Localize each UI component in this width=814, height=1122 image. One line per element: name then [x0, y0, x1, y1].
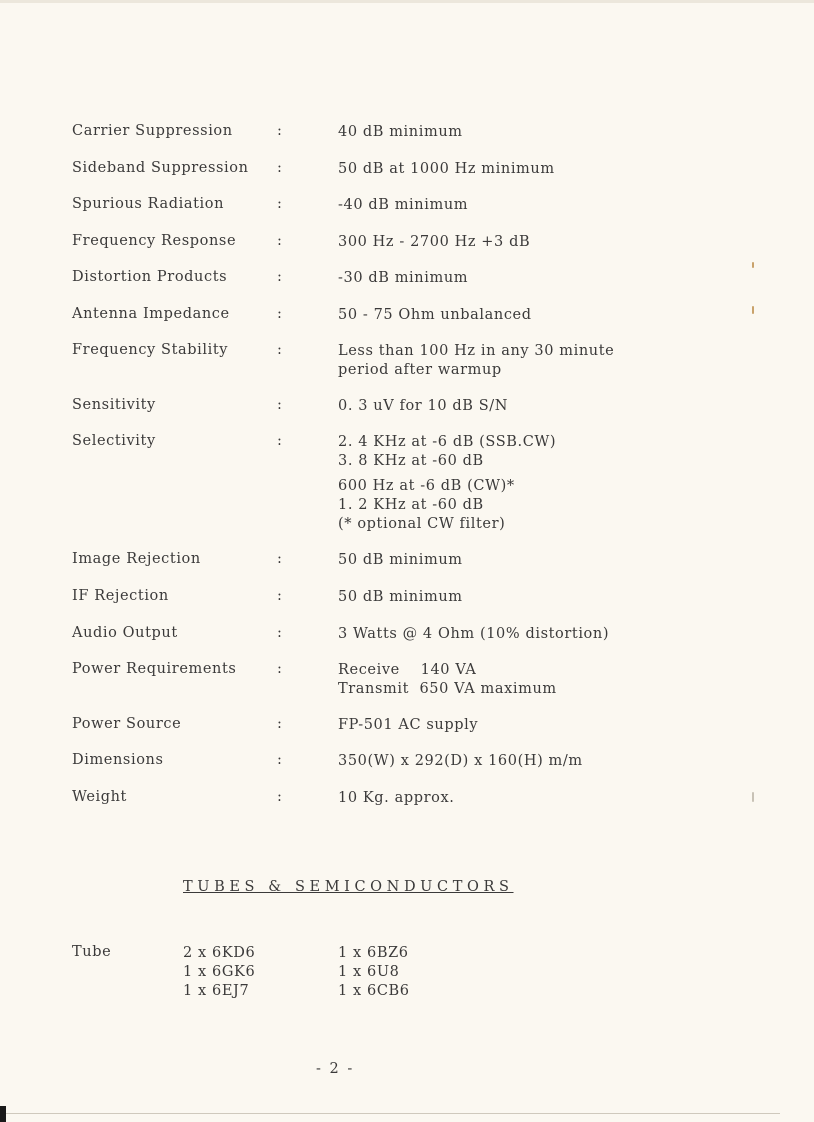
spec-separator: : [277, 661, 283, 677]
tube-item: 1 x 6BZ6 [338, 945, 409, 961]
spec-separator: : [277, 233, 283, 249]
scan-corner-mark [0, 1106, 6, 1122]
spec-value [338, 661, 557, 699]
spec-value-line: (* optional CW filter) [338, 516, 506, 532]
spec-separator: : [277, 752, 283, 768]
spec-separator: : [277, 123, 283, 139]
spec-value-line: 3. 8 KHz at -60 dB [338, 453, 484, 469]
tube-item: 1 x 6CB6 [338, 983, 410, 999]
spec-value-line: 0. 3 uV for 10 dB S/N [338, 398, 509, 414]
spec-separator: : [277, 716, 283, 732]
paper-speck [752, 262, 754, 268]
page-edge [0, 1113, 780, 1114]
spec-separator: : [277, 588, 283, 604]
spec-value-line: FP-501 AC supply [338, 717, 479, 733]
spec-label: IF Rejection [72, 588, 169, 604]
tubes-column-1 [183, 944, 255, 1001]
spec-value [338, 397, 508, 416]
spec-value-line: -30 dB minimum [338, 270, 469, 286]
spec-label: Distortion Products [72, 269, 228, 285]
spec-value-line: 50 dB minimum [338, 552, 463, 568]
spec-value-line: Receive 140 VA [338, 662, 477, 678]
spec-label: Frequency Response [72, 233, 237, 249]
spec-value [338, 196, 468, 215]
spec-separator: : [277, 551, 283, 567]
spec-value-line: 1. 2 KHz at -60 dB [338, 497, 484, 513]
section-title: TUBES & SEMICONDUCTORS [183, 879, 514, 895]
tube-item: 1 x 6EJ7 [183, 983, 250, 999]
spec-separator: : [277, 306, 283, 322]
spec-value-line: period after warmup [338, 362, 502, 378]
spec-value [338, 716, 478, 735]
spec-label: Power Requirements [72, 661, 237, 677]
spec-value [338, 233, 530, 252]
spec-value [338, 789, 454, 808]
spec-separator: : [277, 397, 283, 413]
tubes-column-2 [338, 944, 410, 1001]
spec-separator: : [277, 196, 283, 212]
spec-separator: : [277, 342, 283, 358]
spec-value [338, 551, 463, 570]
spec-value [338, 342, 614, 380]
spec-value [338, 588, 463, 607]
spec-value-line: 50 - 75 Ohm unbalanced [338, 307, 532, 323]
spec-separator: : [277, 269, 283, 285]
spec-value-line: 600 Hz at -6 dB (CW)* [338, 478, 515, 494]
spec-value-line: 300 Hz - 2700 Hz +3 dB [338, 234, 531, 250]
paper-speck [752, 306, 754, 314]
spec-label: Sensitivity [72, 397, 156, 413]
spec-value-line: 40 dB minimum [338, 124, 463, 140]
page-number: - 2 - [316, 1061, 355, 1077]
tube-item: 1 x 6U8 [338, 964, 400, 980]
spec-value-line: 50 dB at 1000 Hz minimum [338, 161, 555, 177]
spec-separator: : [277, 160, 283, 176]
tubes-label: Tube [72, 944, 112, 960]
spec-separator: : [277, 625, 283, 641]
spec-value [338, 306, 532, 325]
spec-value-line: 2. 4 KHz at -6 dB (SSB.CW) [338, 434, 557, 450]
spec-value-line: Less than 100 Hz in any 30 minute [338, 343, 615, 359]
spec-value [338, 752, 583, 771]
spec-value-line: 50 dB minimum [338, 589, 463, 605]
page-edge [0, 0, 814, 3]
spec-separator: : [277, 433, 283, 449]
spec-value-line: 3 Watts @ 4 Ohm (10% distortion) [338, 626, 610, 642]
spec-value-line: 10 Kg. approx. [338, 790, 455, 806]
tube-item: 2 x 6KD6 [183, 945, 256, 961]
spec-label: Sideband Suppression [72, 160, 249, 176]
paper-speck [752, 792, 754, 802]
spec-value [338, 625, 609, 644]
spec-separator: : [277, 789, 283, 805]
spec-value-line: -40 dB minimum [338, 197, 469, 213]
spec-label: Carrier Suppression [72, 123, 233, 139]
spec-value [338, 160, 555, 179]
spec-value-line: Transmit 650 VA maximum [338, 681, 557, 697]
spec-value [338, 433, 556, 534]
spec-value [338, 123, 463, 142]
spec-label: Spurious Radiation [72, 196, 225, 212]
spec-label: Weight [72, 789, 127, 805]
spec-value [338, 269, 468, 288]
spec-label: Frequency Stability [72, 342, 229, 358]
spec-label: Image Rejection [72, 551, 201, 567]
spec-label: Power Source [72, 716, 182, 732]
spec-label: Dimensions [72, 752, 164, 768]
spec-value-line: 350(W) x 292(D) x 160(H) m/m [338, 753, 583, 769]
tube-item: 1 x 6GK6 [183, 964, 256, 980]
spec-label: Selectivity [72, 433, 156, 449]
spec-label: Audio Output [72, 625, 178, 641]
spec-label: Antenna Impedance [72, 306, 230, 322]
